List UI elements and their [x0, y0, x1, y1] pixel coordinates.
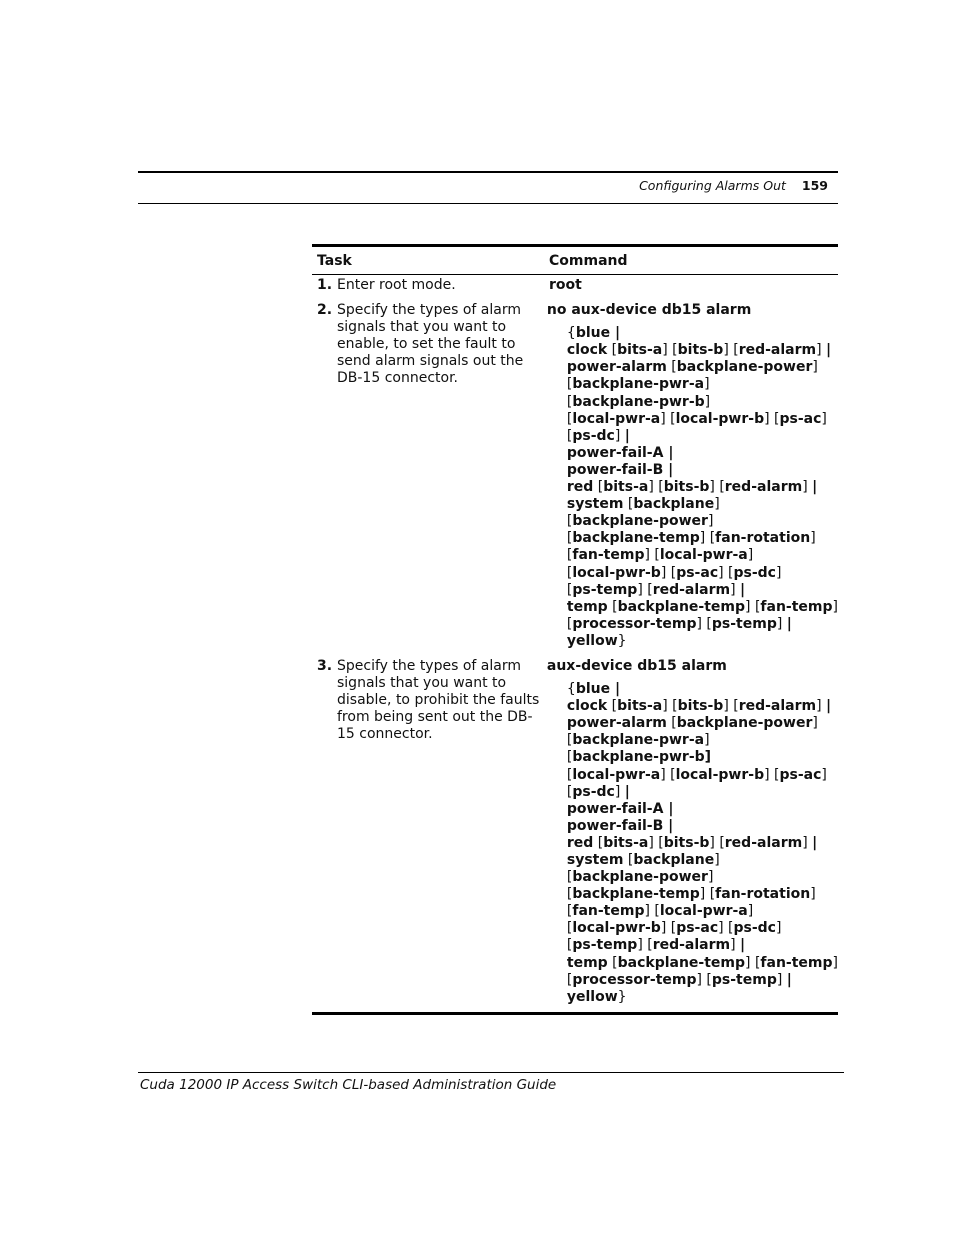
- step-number: 3.: [317, 657, 333, 674]
- table-rule-bottom: [312, 1012, 838, 1015]
- command-column-header: Command: [549, 252, 628, 269]
- syntax-line: [local-pwr-b] [ps-ac] [ps-dc]: [566, 920, 782, 937]
- syntax-line: clock [bits-a] [bits-b] [red-alarm] |: [566, 698, 832, 715]
- task-text: Enter root mode.: [337, 277, 456, 293]
- syntax-line: temp [backplane-temp] [fan-temp]: [566, 954, 838, 971]
- command-syntax: [567, 325, 838, 650]
- syntax-line: [backplane-pwr-a]: [566, 732, 710, 749]
- task-text: Specify the types of alarm signals that you want to enable, to set the fault to send alarm signals out the DB-15 connector.: [337, 302, 524, 387]
- step-number: 2.: [317, 302, 333, 319]
- syntax-line: power-alarm [backplane-power]: [566, 715, 818, 732]
- syntax-line: yellow}: [566, 632, 627, 649]
- syntax-line: [backplane-temp] [fan-rotation]: [566, 530, 816, 547]
- syntax-line: red [bits-a] [bits-b] [red-alarm] |: [566, 479, 818, 496]
- syntax-line: red [bits-a] [bits-b] [red-alarm] |: [566, 834, 818, 851]
- footer-title: Cuda 12000 IP Access Switch CLI-based Administration Guide: [140, 1077, 557, 1093]
- command-text: no aux-device db15 alarm: [546, 302, 752, 319]
- footer-rule: [138, 1072, 844, 1073]
- task-column-header: Task: [317, 252, 352, 269]
- syntax-line: [backplane-pwr-b]: [566, 393, 711, 410]
- syntax-line: clock [bits-a] [bits-b] [red-alarm] |: [566, 342, 832, 359]
- syntax-line: [backplane-power]: [566, 513, 714, 530]
- syntax-line: power-fail-B |: [566, 817, 674, 834]
- syntax-line: [processor-temp] [ps-temp] |: [566, 971, 792, 988]
- syntax-line: temp [backplane-temp] [fan-temp]: [566, 598, 838, 615]
- syntax-line: [backplane-pwr-b]: [566, 749, 712, 766]
- page-number: 159: [801, 178, 828, 193]
- section-title: Configuring Alarms Out: [639, 178, 786, 193]
- table-row: [312, 302, 838, 650]
- syntax-line: [local-pwr-b] [ps-ac] [ps-dc]: [566, 564, 782, 581]
- syntax-line: [local-pwr-a] [local-pwr-b] [ps-ac]: [566, 410, 827, 427]
- syntax-line: power-fail-A |: [566, 800, 674, 817]
- syntax-line: [ps-dc] |: [566, 427, 630, 444]
- task-text: Specify the types of alarm signals that you want to disable, to prohibit the faults from being sent out the DB-15 connector.: [337, 657, 540, 743]
- syntax-line: [backplane-power]: [566, 869, 714, 886]
- syntax-line: [processor-temp] [ps-temp] |: [566, 615, 792, 632]
- syntax-line: [ps-temp] [red-alarm] |: [566, 581, 746, 598]
- task-command-table: [312, 244, 838, 1015]
- command-text: aux-device db15 alarm: [546, 657, 727, 674]
- syntax-line: power-fail-A |: [566, 444, 674, 461]
- syntax-line: power-alarm [backplane-power]: [566, 359, 818, 376]
- syntax-line: system [backplane]: [566, 496, 720, 513]
- command-syntax: [567, 681, 838, 1006]
- syntax-line: [fan-temp] [local-pwr-a]: [566, 547, 754, 564]
- table-row: [312, 277, 838, 294]
- syntax-line: [ps-temp] [red-alarm] |: [566, 937, 746, 954]
- syntax-line: [backplane-temp] [fan-rotation]: [566, 886, 816, 903]
- syntax-line: [backplane-pwr-a]: [566, 376, 710, 393]
- running-head: [639, 178, 828, 193]
- syntax-line: {blue |: [566, 325, 621, 342]
- header-rule-bottom: [138, 203, 838, 204]
- header-rule-top: [138, 171, 838, 173]
- syntax-line: power-fail-B |: [566, 461, 674, 478]
- table-row: [312, 658, 838, 1006]
- syntax-line: [ps-dc] |: [566, 783, 630, 800]
- table-header-row: [312, 247, 838, 275]
- syntax-line: [fan-temp] [local-pwr-a]: [566, 903, 754, 920]
- syntax-line: system [backplane]: [566, 852, 720, 868]
- step-number: 1.: [317, 277, 333, 293]
- command-text: root: [549, 277, 582, 293]
- syntax-line: [local-pwr-a] [local-pwr-b] [ps-ac]: [566, 766, 827, 783]
- syntax-line: {blue |: [566, 681, 621, 698]
- syntax-line: yellow}: [566, 988, 627, 1005]
